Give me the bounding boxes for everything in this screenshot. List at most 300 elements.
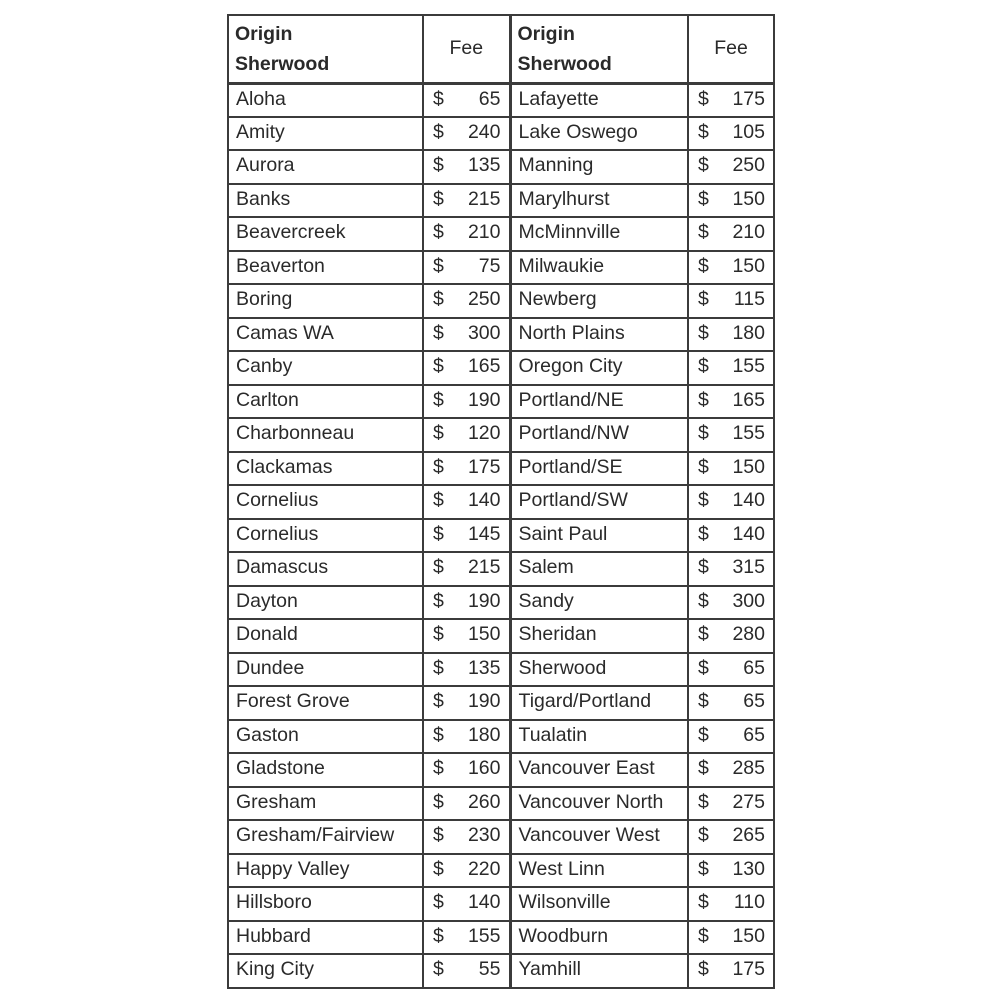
table-row [228,217,774,251]
fee-cell-left [423,820,510,854]
dollar-sign: $ [433,958,444,981]
dollar-sign: $ [698,757,709,780]
origin-cell-right: Tualatin [510,720,688,754]
origin-cell-right: Salem [510,552,688,586]
fee-amount: 145 [467,522,501,545]
fee-amount: 280 [732,623,765,646]
dollar-sign: $ [433,187,444,210]
fee-header-left: Fee [423,15,510,83]
fee-cell-right [688,954,774,988]
fee-amount: 190 [467,388,501,411]
fee-cell-right [688,251,774,285]
fee-value-left [424,724,509,749]
origin-cell-left: Gladstone [228,753,423,787]
origin-cell-left: Hillsboro [228,887,423,921]
origin-cell-right: Sherwood [510,653,688,687]
fee-value-left [424,121,509,146]
dollar-sign: $ [433,623,444,646]
dollar-sign: $ [698,355,709,378]
table-row [228,117,774,151]
fee-amount: 65 [478,87,501,110]
origin-cell-right: Portland/NE [510,385,688,419]
fee-amount: 190 [467,589,501,612]
fee-cell-left [423,787,510,821]
fee-amount: 150 [467,623,501,646]
fee-amount: 105 [732,120,765,143]
fee-value-left [424,791,509,816]
origin-cell-right: Saint Paul [510,519,688,553]
fee-amount: 155 [732,422,765,445]
fee-cell-right [688,519,774,553]
fee-amount: 140 [467,489,501,512]
fee-value-right [689,590,773,615]
table-row [228,820,774,854]
fee-cell-right [688,686,774,720]
fee-value-left [424,523,509,548]
fee-cell-left [423,83,510,117]
dollar-sign: $ [698,154,709,177]
table-row [228,485,774,519]
table-row [228,753,774,787]
fee-cell-left [423,921,510,955]
fee-amount: 180 [467,723,501,746]
fee-cell-right [688,385,774,419]
fee-cell-right [688,820,774,854]
fee-amount: 130 [732,857,765,880]
origin-cell-right: Newberg [510,284,688,318]
fee-cell-right [688,83,774,117]
dollar-sign: $ [698,824,709,847]
fee-amount: 55 [478,958,501,981]
dollar-sign: $ [433,254,444,277]
fee-cell-right [688,921,774,955]
fee-amount: 190 [467,690,501,713]
origin-cell-right: Sheridan [510,619,688,653]
fee-value-right [689,121,773,146]
fee-amount: 260 [467,790,501,813]
fee-amount: 65 [743,690,765,713]
fee-value-left [424,255,509,280]
fee-amount: 150 [732,455,765,478]
dollar-sign: $ [698,221,709,244]
fee-amount: 135 [467,656,501,679]
origin-header-line1: Origin [517,22,575,45]
header-row [228,15,774,83]
origin-cell-right: Woodburn [510,921,688,955]
fee-cell-right [688,485,774,519]
dollar-sign: $ [698,489,709,512]
fee-value-left [424,590,509,615]
fee-value-right [689,221,773,246]
dollar-sign: $ [433,891,444,914]
origin-cell-right: Vancouver East [510,753,688,787]
fee-value-right [689,891,773,916]
fee-cell-right [688,586,774,620]
dollar-sign: $ [698,388,709,411]
fee-value-left [424,824,509,849]
fee-value-right [689,422,773,447]
fee-value-right [689,288,773,313]
fee-amount: 140 [732,522,765,545]
fee-cell-right [688,887,774,921]
fee-cell-left [423,720,510,754]
fee-table-body [228,83,774,988]
dollar-sign: $ [698,690,709,713]
origin-cell-left: Donald [228,619,423,653]
fee-amount: 150 [732,254,765,277]
fee-value-left [424,556,509,581]
dollar-sign: $ [433,321,444,344]
fee-amount: 230 [467,824,501,847]
fee-value-right [689,489,773,514]
fee-amount: 110 [733,891,765,914]
table-row [228,318,774,352]
dollar-sign: $ [433,154,444,177]
fee-value-left [424,355,509,380]
origin-header-line2: Sherwood [235,52,330,75]
fee-amount: 265 [732,824,765,847]
fee-cell-right [688,552,774,586]
fee-value-left [424,88,509,113]
origin-cell-left: Dundee [228,653,423,687]
table-row [228,251,774,285]
origin-cell-right: Oregon City [510,351,688,385]
dollar-sign: $ [433,120,444,143]
fee-value-right [689,791,773,816]
origin-cell-right: West Linn [510,854,688,888]
fee-cell-left [423,552,510,586]
fee-cell-left [423,117,510,151]
fee-amount: 250 [732,154,765,177]
fee-cell-right [688,653,774,687]
fee-value-left [424,221,509,246]
fee-amount: 175 [732,958,765,981]
fee-cell-right [688,351,774,385]
dollar-sign: $ [433,790,444,813]
origin-cell-right: Portland/NW [510,418,688,452]
origin-cell-left: Charbonneau [228,418,423,452]
fee-cell-left [423,519,510,553]
fee-value-right [689,925,773,950]
dollar-sign: $ [433,422,444,445]
origin-cell-right: Vancouver West [510,820,688,854]
dollar-sign: $ [698,254,709,277]
dollar-sign: $ [698,455,709,478]
fee-value-right [689,858,773,883]
table-row [228,83,774,117]
fee-cell-left [423,251,510,285]
fee-cell-left [423,954,510,988]
origin-cell-left: Damascus [228,552,423,586]
origin-cell-left: Gaston [228,720,423,754]
fee-value-right [689,456,773,481]
dollar-sign: $ [698,656,709,679]
dollar-sign: $ [433,690,444,713]
origin-header-line2: Sherwood [517,52,612,75]
fee-cell-right [688,787,774,821]
fee-value-left [424,958,509,983]
dollar-sign: $ [433,388,444,411]
origin-cell-right: Vancouver North [510,787,688,821]
fee-cell-right [688,619,774,653]
fee-value-right [689,824,773,849]
origin-cell-left: Carlton [228,385,423,419]
fee-value-left [424,690,509,715]
fee-amount: 315 [732,556,765,579]
dollar-sign: $ [433,924,444,947]
fee-amount: 150 [732,187,765,210]
fee-cell-left [423,854,510,888]
table-row [228,954,774,988]
dollar-sign: $ [433,757,444,780]
fee-cell-right [688,753,774,787]
fee-amount: 275 [732,790,765,813]
fee-value-right [689,255,773,280]
fee-cell-left [423,150,510,184]
origin-cell-left: Banks [228,184,423,218]
dollar-sign: $ [433,556,444,579]
dollar-sign: $ [433,87,444,110]
fee-amount: 155 [732,355,765,378]
fee-cell-left [423,586,510,620]
origin-cell-left: Beavercreek [228,217,423,251]
dollar-sign: $ [433,455,444,478]
fee-value-left [424,188,509,213]
fee-amount: 180 [732,321,765,344]
dollar-sign: $ [698,589,709,612]
origin-cell-left: King City [228,954,423,988]
dollar-sign: $ [698,790,709,813]
fee-amount: 165 [732,388,765,411]
fee-value-left [424,891,509,916]
fee-value-right [689,322,773,347]
fee-cell-left [423,284,510,318]
dollar-sign: $ [433,522,444,545]
fee-value-right [689,958,773,983]
fee-amount: 215 [467,187,501,210]
table-row [228,452,774,486]
origin-cell-left: Hubbard [228,921,423,955]
fee-value-left [424,858,509,883]
fee-cell-right [688,452,774,486]
fee-value-left [424,456,509,481]
fee-header-right: Fee [688,15,774,83]
origin-cell-right: Wilsonville [510,887,688,921]
fee-amount: 250 [467,288,501,311]
fee-value-left [424,154,509,179]
fee-amount: 65 [743,723,765,746]
dollar-sign: $ [698,87,709,110]
fee-amount: 300 [467,321,501,344]
fee-cell-right [688,318,774,352]
table-row [228,284,774,318]
fee-value-left [424,657,509,682]
table-row [228,653,774,687]
dollar-sign: $ [698,522,709,545]
table-row [228,418,774,452]
fee-value-right [689,623,773,648]
table-row [228,150,774,184]
table-row [228,921,774,955]
origin-header-left [228,15,423,83]
table-row [228,552,774,586]
fee-cell-left [423,351,510,385]
origin-cell-right: Yamhill [510,954,688,988]
origin-cell-right: Lafayette [510,83,688,117]
table-row [228,787,774,821]
origin-cell-left: Aloha [228,83,423,117]
dollar-sign: $ [433,288,444,311]
origin-cell-right: Lake Oswego [510,117,688,151]
origin-cell-right: Milwaukie [510,251,688,285]
fee-amount: 175 [467,455,501,478]
origin-cell-left: Cornelius [228,485,423,519]
fee-amount: 140 [467,891,501,914]
fee-amount: 215 [467,556,501,579]
fee-cell-right [688,418,774,452]
fee-cell-left [423,485,510,519]
fee-value-left [424,623,509,648]
dollar-sign: $ [433,656,444,679]
fee-value-left [424,489,509,514]
fee-cell-right [688,284,774,318]
origin-cell-right: Marylhurst [510,184,688,218]
fee-value-right [689,188,773,213]
fee-amount: 160 [467,757,501,780]
fee-cell-left [423,686,510,720]
origin-cell-left: Cornelius [228,519,423,553]
fee-amount: 300 [732,589,765,612]
origin-cell-right: North Plains [510,318,688,352]
origin-cell-left: Aurora [228,150,423,184]
fee-value-left [424,925,509,950]
origin-cell-left: Dayton [228,586,423,620]
fee-amount: 150 [732,924,765,947]
fee-value-right [689,523,773,548]
fee-value-left [424,322,509,347]
fee-cell-left [423,452,510,486]
dollar-sign: $ [698,723,709,746]
fee-value-right [689,657,773,682]
origin-cell-left: Boring [228,284,423,318]
dollar-sign: $ [433,824,444,847]
dollar-sign: $ [698,857,709,880]
fee-value-left [424,288,509,313]
table-row [228,351,774,385]
fee-cell-left [423,418,510,452]
table-row [228,385,774,419]
fee-value-right [689,724,773,749]
origin-cell-right: Sandy [510,586,688,620]
fee-amount: 220 [467,857,501,880]
origin-cell-right: Manning [510,150,688,184]
dollar-sign: $ [698,924,709,947]
table-row [228,720,774,754]
dollar-sign: $ [698,623,709,646]
dollar-sign: $ [698,321,709,344]
fee-cell-left [423,619,510,653]
fee-amount: 120 [467,422,501,445]
table-row [228,519,774,553]
fee-cell-left [423,217,510,251]
fee-cell-left [423,653,510,687]
fee-value-right [689,389,773,414]
table-row [228,586,774,620]
fee-amount: 75 [478,254,501,277]
dollar-sign: $ [433,857,444,880]
dollar-sign: $ [433,723,444,746]
fee-amount: 210 [467,221,501,244]
origin-cell-right: McMinnville [510,217,688,251]
fee-cell-left [423,318,510,352]
origin-cell-left: Canby [228,351,423,385]
origin-header-right [510,15,688,83]
dollar-sign: $ [698,187,709,210]
table-header [228,15,774,83]
fee-amount: 115 [733,288,765,311]
fee-value-left [424,757,509,782]
dollar-sign: $ [698,891,709,914]
dollar-sign: $ [433,355,444,378]
fee-amount: 210 [732,221,765,244]
table-row [228,854,774,888]
origin-header-line1: Origin [235,22,293,45]
fee-cell-right [688,150,774,184]
dollar-sign: $ [433,489,444,512]
origin-cell-right: Portland/SE [510,452,688,486]
fee-amount: 165 [467,355,501,378]
fee-cell-left [423,184,510,218]
fee-value-right [689,757,773,782]
table-row [228,619,774,653]
dollar-sign: $ [698,958,709,981]
fee-cell-left [423,753,510,787]
fee-value-left [424,389,509,414]
fee-value-right [689,556,773,581]
origin-cell-left: Camas WA [228,318,423,352]
fee-cell-left [423,887,510,921]
origin-cell-left: Happy Valley [228,854,423,888]
dollar-sign: $ [698,422,709,445]
table-row [228,887,774,921]
origin-cell-left: Amity [228,117,423,151]
fee-amount: 135 [467,154,501,177]
fee-value-right [689,88,773,113]
origin-cell-left: Forest Grove [228,686,423,720]
fee-cell-right [688,117,774,151]
dollar-sign: $ [698,120,709,143]
table-row [228,184,774,218]
dollar-sign: $ [433,589,444,612]
origin-cell-left: Gresham [228,787,423,821]
fee-cell-right [688,720,774,754]
fee-value-left [424,422,509,447]
fee-amount: 240 [467,120,501,143]
dollar-sign: $ [433,221,444,244]
fee-amount: 175 [732,87,765,110]
fee-amount: 285 [732,757,765,780]
fee-value-right [689,154,773,179]
origin-cell-left: Beaverton [228,251,423,285]
fee-value-right [689,355,773,380]
fee-cell-right [688,184,774,218]
fee-cell-left [423,385,510,419]
dollar-sign: $ [698,556,709,579]
fee-value-right [689,690,773,715]
fee-amount: 140 [732,489,765,512]
dollar-sign: $ [698,288,709,311]
origin-cell-left: Gresham/Fairview [228,820,423,854]
